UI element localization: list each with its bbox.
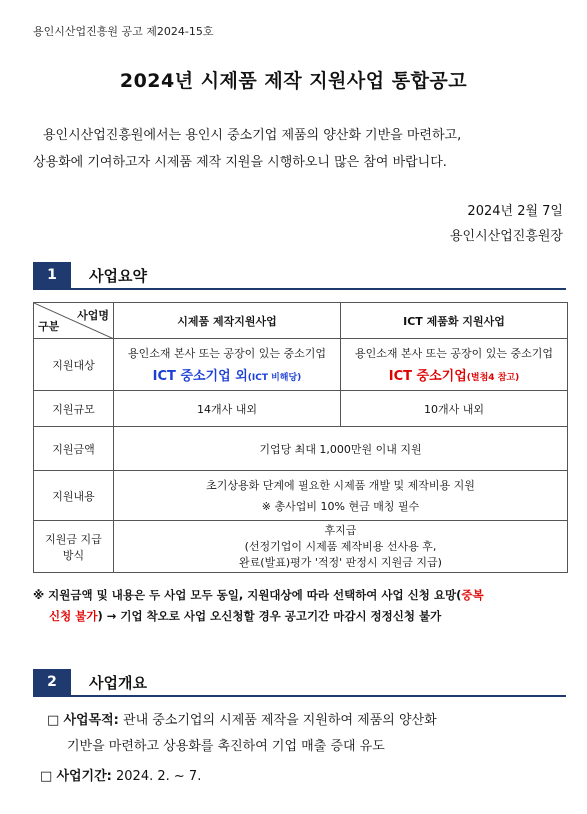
cell-scale-prototype: 14개사 내외 [114,391,341,427]
payment-line-2: (선정기업이 시제품 제작비용 선사용 후, [244,539,437,553]
corner-top-label: 사업명 [77,309,109,322]
issuer-name: 용인시산업진흥원장 [449,229,563,244]
purpose-line-1 [47,708,572,734]
document-number: 용인시산업진흥원 공고 제2024-15호 [33,25,214,38]
target-prototype-line: 용인소재 본사 또는 공장이 있는 중소기업 [127,347,327,360]
bullet-box-icon: □ [40,769,53,784]
section-2-number: 2 [33,669,71,695]
row-label-scale: 지원규모 [34,391,114,427]
target-ict-small: (별첨4 참고) [466,373,520,383]
table-row-content [34,471,568,521]
purpose-label: 사업목적: [63,713,119,728]
page-title: 2024년 시제품 제작 지원사업 통합공고 [119,70,468,92]
note-text-2: ) → 기업 착오로 사업 오신청할 경우 공고기간 마감시 정정신청 불가 [97,609,442,623]
intro-line-2: 상용화에 기여하고자 시제품 제작 지원을 시행하오니 많은 참여 바랍니다. [33,155,447,170]
section-2-header [33,669,566,697]
table-row-scale [34,391,568,427]
note-red-1: 중복 [461,588,484,602]
period-label: 사업기간: [56,769,112,784]
content-line-2: ※ 총사업비 10% 현금 매칭 필수 [261,500,420,513]
announcement-date: 2024년 2월 7일 [467,204,563,219]
date-block [450,199,563,249]
payment-line-3: 완료(발표)평가 '적정' 판정시 지원금 지급) [239,555,442,569]
selection-note [33,585,573,627]
payment-label-line-2: 방식 [62,548,85,562]
note-text-1: ※ 지원금액 및 내용은 두 사업 모두 동일, 지원대상에 따라 선택하여 사업 신청 요망( [33,588,462,602]
intro-paragraph [33,122,563,176]
cell-scale-ict: 10개사 내외 [341,391,568,427]
summary-table [33,302,568,573]
cell-target-prototype [114,339,341,391]
section-1-title: 사업요약 [89,267,147,285]
target-ict-emphasis [344,365,564,384]
column-header-ict: ICT 제품화 지원사업 [341,303,568,339]
content-line-1: 초기상용화 단계에 필요한 시제품 개발 및 제작비용 지원 [206,479,475,492]
period-value: 2024. 2. ~ 7. [111,769,202,784]
overview-purpose [47,708,572,760]
cell-payment [114,521,568,573]
target-prototype-emphasis [117,365,337,384]
column-header-prototype: 시제품 제작지원사업 [114,303,341,339]
payment-line-1: 후지급 [324,523,357,537]
target-ict-line: 용인소재 본사 또는 공장이 있는 중소기업 [354,347,554,360]
table-row-payment [34,521,568,573]
row-label-amount: 지원금액 [34,427,114,471]
section-1-number: 1 [33,262,71,288]
payment-label-line-1: 지원금 지급 [45,532,102,546]
target-prototype-strong: ICT 중소기업 외 [152,369,248,384]
target-ict-strong: ICT 중소기업 [388,369,467,384]
overview-period [40,764,565,790]
intro-line-1: 용인시산업진흥원에서는 용인시 중소기업 제품의 양산화 기반을 마련하고, [43,128,462,143]
purpose-line-2: 기반을 마련하고 상용화를 촉진하여 기업 매출 증대 유도 [67,739,385,754]
table-corner-cell [34,303,114,339]
table-row-amount [34,427,568,471]
section-1-header [33,262,566,290]
note-red-2: 신청 불가 [49,609,98,623]
target-prototype-small: (ICT 비해당) [247,373,302,383]
section-2-title: 사업개요 [89,674,147,692]
cell-target-ict [341,339,568,391]
row-label-content: 지원내용 [34,471,114,521]
purpose-text-1: 관내 중소기업의 시제품 제작을 지원하여 제품의 양산화 [118,713,437,728]
table-row-target [34,339,568,391]
cell-content [114,471,568,521]
corner-bottom-label: 구분 [38,320,60,333]
row-label-target: 지원대상 [34,339,114,391]
table-header-row [34,303,568,339]
cell-amount: 기업당 최대 1,000만원 이내 지원 [114,427,568,471]
bullet-box-icon: □ [47,713,60,728]
row-label-payment [34,521,114,573]
